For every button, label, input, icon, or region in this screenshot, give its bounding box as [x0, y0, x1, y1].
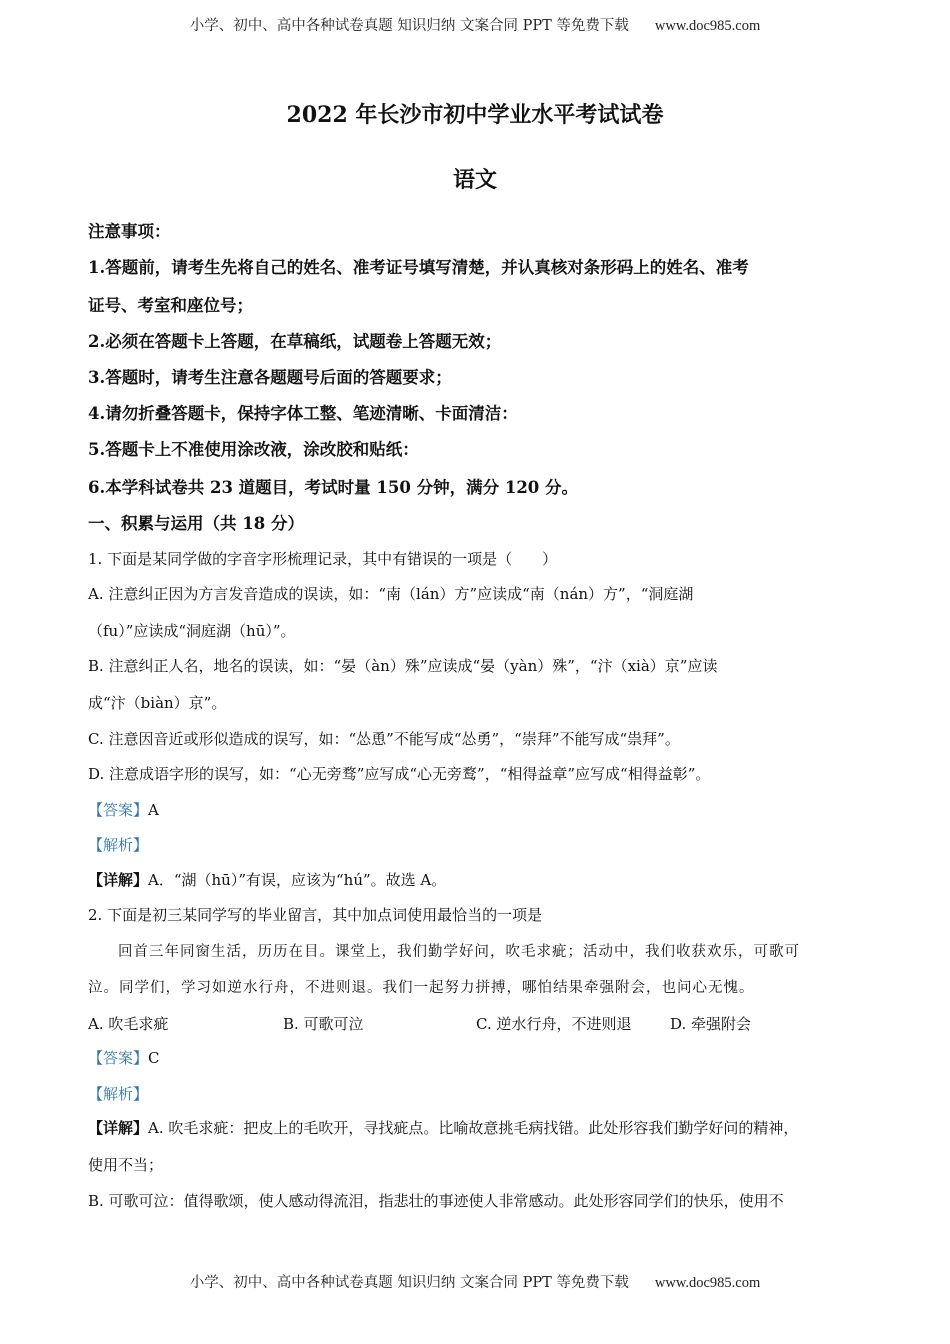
q2-option-b: B. 可歌可泣 [283, 1015, 364, 1033]
q1-option-line: 成“汴（biàn）京”。 [88, 694, 227, 712]
header-text: 小学、初中、高中各种试卷真题 知识归纳 文案合同 PPT 等免费下载 [189, 18, 629, 34]
detail-text: A. 吹毛求疵：把皮上的毛吹开，寻找疵点。比喻故意挑毛病找错。此处形容我们勤学好问的精神， [148, 1119, 799, 1137]
notice-line: 3.答题时，请考生注意各题题号后面的答题要求； [88, 368, 452, 387]
notice-line: 2.必须在答题卡上答题，在草稿纸，试题卷上答题无效； [88, 332, 502, 351]
q2-detail [88, 1117, 798, 1138]
notice-line: 6.本学科试卷共 23 道题目，考试时量 150 分钟，满分 120 分。 [88, 478, 579, 497]
header-url[interactable]: www.doc985.com [654, 18, 761, 34]
q2-analysis [88, 1083, 148, 1104]
page-header [0, 14, 950, 35]
q1-option-line: A. 注意纠正因为方言发音造成的误读，如：“南（lán）方”应读成“南（nán）方”，“洞庭湖 [88, 585, 694, 603]
q1-detail [88, 869, 446, 890]
q2-answer [88, 1047, 160, 1068]
q1-analysis [88, 834, 148, 855]
detail-text: A．“湖（hū）”有误，应该为“hú”。故选 A。 [148, 871, 447, 889]
footer-text: 小学、初中、高中各种试卷真题 知识归纳 文案合同 PPT 等免费下载 [189, 1275, 629, 1291]
notice-line: 4.请勿折叠答题卡，保持字体工整、笔迹清晰、卡面清洁： [88, 404, 518, 423]
answer-tag: 【答案】 [88, 1049, 149, 1067]
q1-option-line: B. 注意纠正人名，地名的误读，如：“晏（àn）殊”应读成“晏（yàn）殊”，“汴（xià）京”应读 [88, 657, 718, 675]
notice-heading: 注意事项： [88, 222, 171, 241]
exam-title: 2022 年长沙市初中学业水平考试试卷 [286, 102, 664, 128]
analysis-tag: 【解析】 [88, 836, 149, 854]
footer-url[interactable]: www.doc985.com [654, 1275, 761, 1291]
q2-passage-line: 回首三年同窗生活，历历在目。课堂上，我们勤学好问，吹毛求疵；活动中，我们收获欢乐，可歌可 [118, 944, 800, 960]
q2-option-c: C. 逆水行舟，不进则退 [476, 1015, 632, 1033]
q1-option-line: （fu）”应读成“洞庭湖（hū）”。 [88, 622, 296, 640]
q2-detail-line: B. 可歌可泣：值得歌颂，使人感动得流泪，指悲壮的事迹使人非常感动。此处形容同学们的快乐，使用不 [88, 1192, 784, 1210]
detail-tag: 【详解】 [88, 871, 149, 889]
q2-passage-line: 泣。同学们，学习如逆水行舟，不进则退。我们一起努力拼搏，哪怕结果牵强附会，也问心无愧。 [88, 980, 755, 996]
answer-tag: 【答案】 [88, 801, 149, 819]
analysis-tag: 【解析】 [88, 1085, 149, 1103]
q2-detail-line: 使用不当； [88, 1156, 164, 1174]
detail-tag: 【详解】 [88, 1119, 149, 1137]
page-footer [0, 1271, 950, 1292]
notice-line: 5.答题卡上不准使用涂改液，涂改胶和贴纸： [88, 440, 419, 459]
q2-option-d: D. 牵强附会 [670, 1015, 752, 1033]
q1-answer [88, 799, 159, 820]
q2-stem: 2. 下面是初三某同学写的毕业留言，其中加点词使用最恰当的一项是 [88, 906, 543, 924]
q2-option-a: A. 吹毛求疵 [88, 1015, 169, 1033]
notice-line: 证号、考室和座位号； [88, 296, 253, 315]
answer-value: A [148, 801, 159, 819]
q1-stem: 1. 下面是某同学做的字音字形梳理记录，其中有错误的一项是（ ） [88, 550, 558, 568]
q1-option-line: D. 注意成语字形的误写，如：“心无旁骛”应写成“心无旁鹜”，“相得益章”应写成“相得益彰”。 [88, 765, 711, 783]
section-heading: 一、积累与运用（共 18 分） [88, 514, 304, 533]
answer-value: C [148, 1049, 160, 1067]
q1-option-line: C. 注意因音近或形似造成的误写，如：“怂恿”不能写成“怂勇”，“崇拜”不能写成“祟拜”。 [88, 730, 680, 748]
notice-line: 1.答题前，请考生先将自己的姓名、准考证号填写清楚，并认真核对条形码上的姓名、准考 [88, 258, 749, 277]
exam-subject: 语文 [452, 167, 497, 193]
